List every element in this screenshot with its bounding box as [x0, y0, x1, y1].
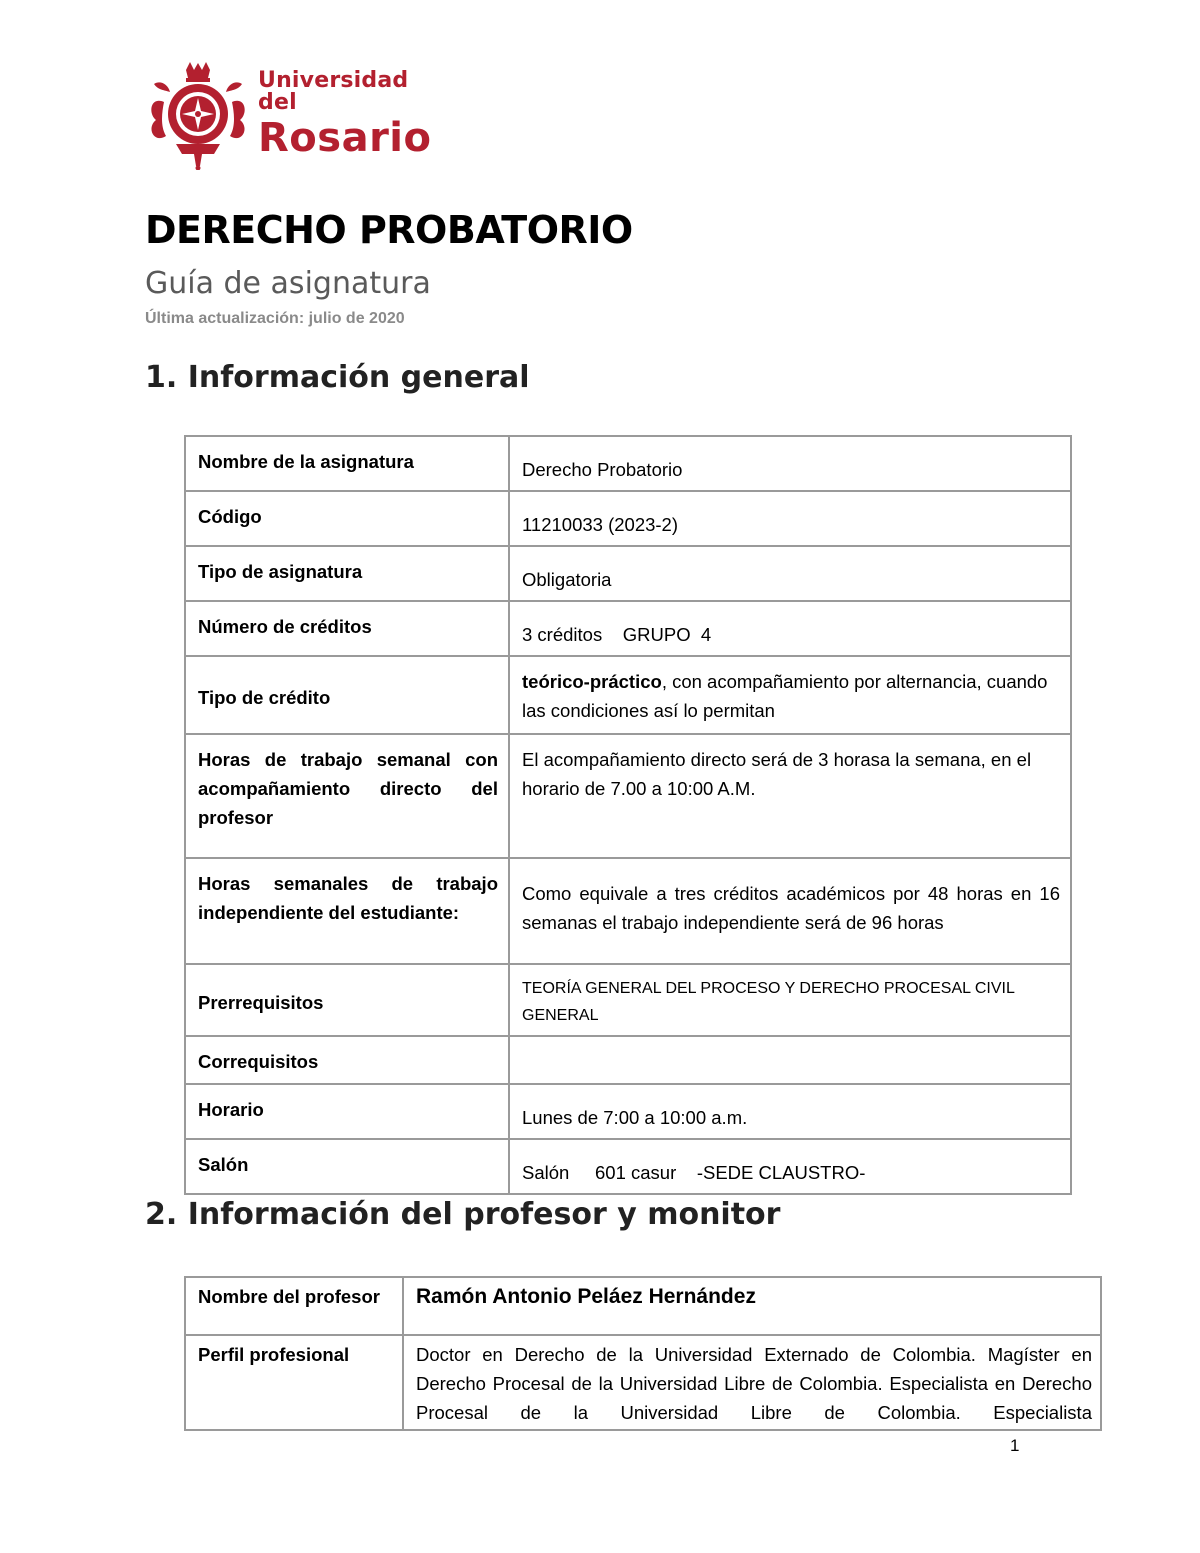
table-row: [185, 1139, 1071, 1194]
row-value: Lunes de 7:00 a 10:00 a.m.: [509, 1084, 1071, 1139]
document-title: DERECHO PROBATORIO: [145, 208, 633, 252]
row-value: Como equivale a tres créditos académicos por 48 horas en 16 semanas el trabajo independiente será de 96 horas: [509, 858, 1071, 964]
row-label: Perfil profesional: [185, 1335, 403, 1430]
row-value: Derecho Probatorio: [509, 436, 1071, 491]
university-logo: [146, 62, 432, 170]
row-value: 3 créditos GRUPO 4: [509, 601, 1071, 656]
table-row: [185, 964, 1071, 1036]
row-label: Código: [185, 491, 509, 546]
row-label: Salón: [185, 1139, 509, 1194]
table-row: [185, 491, 1071, 546]
table-row: [185, 601, 1071, 656]
logo-line-1: Universidad del: [258, 68, 409, 115]
row-value: El acompañamiento directo será de 3 horasa la semana, en el horario de 7.00 a 10:00 A.M.: [509, 734, 1071, 858]
table-row: [185, 1084, 1071, 1139]
table-row: [185, 734, 1071, 858]
table-row: [185, 546, 1071, 601]
table-row: [185, 1277, 1101, 1335]
row-label: Número de créditos: [185, 601, 509, 656]
logo-line-2: Rosario: [258, 115, 432, 161]
row-label: Prerrequisitos: [185, 964, 509, 1036]
table-row: [185, 1036, 1071, 1084]
row-label: Tipo de asignatura: [185, 546, 509, 601]
section-1-heading: 1. Información general: [145, 360, 530, 395]
credit-type-rest: , con acompañamiento por alternancia, cuando las condiciones así lo permitan: [522, 671, 1048, 721]
row-value: Obligatoria: [509, 546, 1071, 601]
row-value: TEORÍA GENERAL DEL PROCESO Y DERECHO PROCESAL CIVIL GENERAL: [509, 964, 1071, 1036]
table-row: [185, 436, 1071, 491]
page-number: 1: [1010, 1436, 1020, 1455]
professor-name: Ramón Antonio Peláez Hernández: [403, 1277, 1101, 1335]
table-row: [185, 1335, 1101, 1430]
row-label: Horario: [185, 1084, 509, 1139]
row-label: Nombre de la asignatura: [185, 436, 509, 491]
row-label: Tipo de crédito: [185, 656, 509, 734]
row-value: [509, 656, 1071, 734]
general-info-table: [184, 435, 1072, 1195]
university-seal-icon: [146, 62, 250, 170]
row-value: Salón 601 casur -SEDE CLAUSTRO-: [509, 1139, 1071, 1194]
row-label: Horas de trabajo semanal con acompañamiento directo del profesor: [185, 734, 509, 858]
table-row: [185, 858, 1071, 964]
table-row: [185, 656, 1071, 734]
row-value: Doctor en Derecho de la Universidad Externado de Colombia. Magíster en Derecho Procesal de la Universidad Libre de Colombia. Especialista en Derecho Procesal de la Universidad Libre de Colombia. Especialista: [403, 1335, 1101, 1430]
logo-wordmark: [258, 68, 432, 161]
section-2-heading: 2. Información del profesor y monitor: [145, 1197, 781, 1232]
row-label: Correquisitos: [185, 1036, 509, 1084]
document-subtitle: Guía de asignatura: [145, 266, 431, 301]
professor-info-table: [184, 1276, 1102, 1431]
row-value: [509, 1036, 1071, 1084]
last-updated: Última actualización: julio de 2020: [145, 310, 405, 327]
row-label: Horas semanales de trabajo independiente del estudiante:: [185, 858, 509, 964]
row-value: 11210033 (2023-2): [509, 491, 1071, 546]
row-label: Nombre del profesor: [185, 1277, 403, 1335]
credit-type-bold: teórico-práctico: [522, 671, 662, 692]
